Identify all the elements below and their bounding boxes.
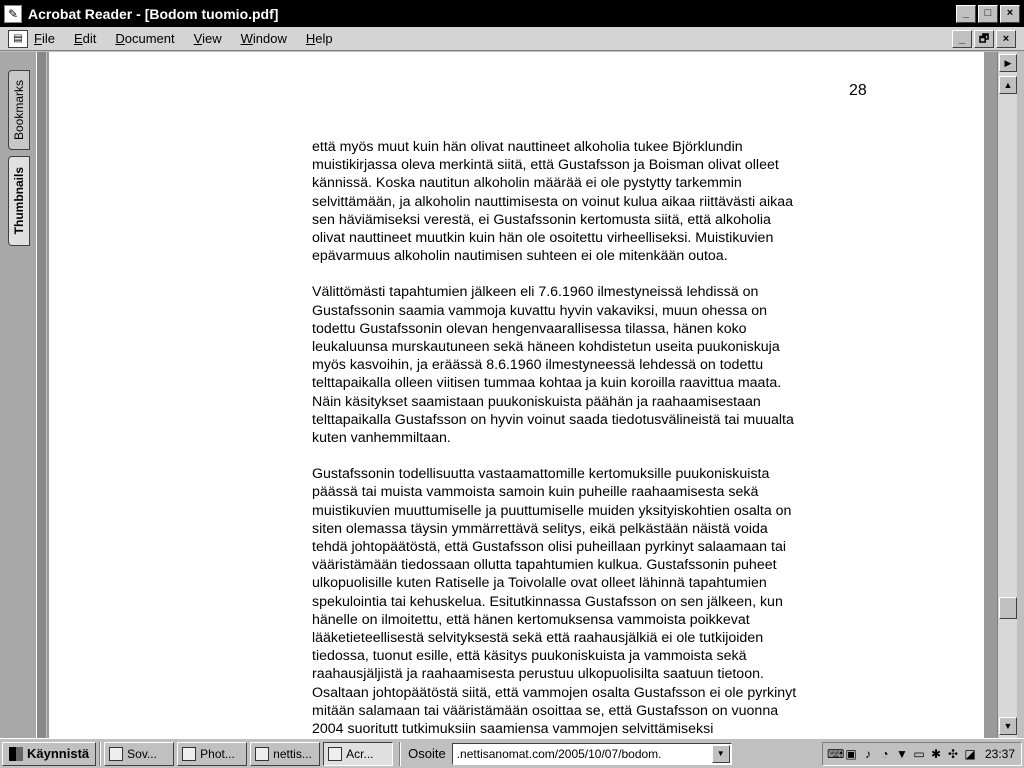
doc-restore-button[interactable]: 🗗 — [974, 30, 994, 48]
text-line: Näin käsitykset saamistaan puukoniskuista päähän ja raahaamisestaan — [312, 393, 761, 410]
taskbar-separator — [99, 742, 101, 766]
paragraph — [312, 283, 872, 447]
text-line: leukaluunsa murskautuneen sekä häneen kohdistetun useita puukoniskuja — [312, 339, 780, 356]
tab-bookmarks-label: Bookmarks — [12, 79, 26, 141]
window-border — [1017, 52, 1024, 738]
text-line: kuten vanhemmiltaan. — [312, 430, 451, 447]
text-line: Osaltaan johtopäätöstä siitä, että vammojen osalta Gustafsson ei ole pyrkinyt — [312, 684, 797, 701]
text-line: kännissä. Koska nautitun alkoholin määrää ei ole pystytty tarkemmin — [312, 175, 742, 192]
text-line: tiedossa, tuonut esille, että käsitys puukoniskuista ja vammoista sekä — [312, 648, 747, 665]
taskbar — [0, 738, 1024, 768]
close-button[interactable]: × — [1000, 5, 1020, 23]
text-line: tehdä johtopäätöstä, että Gustafsson olisi puheillaan pyrkinyt salaamaan tai — [312, 539, 786, 556]
text-line: Välittömästi tapahtumien jälkeen eli 7.6.1960 ilmestyneissä lehdissä on — [312, 284, 759, 301]
task-button-acrobat[interactable] — [323, 742, 393, 766]
text-line: sen häviämiseksi verestä, ei Gustafssonin kertomusta siitä, että alkoholia — [312, 211, 771, 228]
text-line: lääketieteellisestä selvityksestä sekä että raahausjälkiä ei ole tutkijoiden — [312, 630, 764, 647]
scroll-up-button[interactable]: ▲ — [999, 76, 1017, 94]
text-line: myös kasvoihin, ja eräässä 8.6.1960 ilmestyneessä lehdessä on todettu — [312, 357, 764, 374]
text-line: telttapaikalla Gustafsson on hyvin voinut saada tiedotusvälineistä tai muualta — [312, 411, 794, 428]
text-line: muistikirjassa oleva merkintä siitä, että Gustafsson ja Boisman olivat olleet — [312, 157, 779, 174]
text-line: Gustafssonin saamia vammoja kuvattu hyvin vakaviksi, muun ohessa on — [312, 302, 768, 319]
text-line: epävarmuus alkoholin nautimisen suhteen ei ole mitenkään outoa. — [312, 248, 728, 265]
vertical-scrollbar[interactable] — [997, 52, 1017, 738]
menu-edit[interactable]: Edit — [73, 31, 97, 46]
text-line: vääristämään tiedossaan ollutta tapahtumien kulkua. Gustafssonin puheet — [312, 557, 777, 574]
wifi-icon[interactable]: ◔ — [881, 747, 889, 761]
acrobat-icon — [328, 747, 342, 761]
acrobat-app-icon[interactable]: ✎ — [4, 5, 22, 23]
security-icon[interactable]: ▣ — [845, 747, 857, 761]
paragraph — [312, 138, 872, 265]
task-button-photoshop[interactable] — [177, 742, 247, 766]
scroll-down-button[interactable]: ▼ — [999, 717, 1017, 735]
navigation-pane — [0, 52, 46, 738]
volume-icon[interactable]: ♪ — [865, 747, 871, 761]
text-line: että myös muut kuin hän olivat nauttineet alkoholia tukee Björklundin — [312, 139, 743, 155]
text-line: selvittämään, ja alkoholin nauttimisesta on voinut kulua aikaa riittävästi aikaa — [312, 193, 794, 210]
paragraph — [312, 465, 872, 738]
text-line: päässä tai muista vammoista samoin kuin puheille raahaamisesta sekä — [312, 484, 759, 501]
text-line: ulkopuolisille kuten Ratiselle ja Toivolalle ovat olleet lähinnä tapahtumien — [312, 575, 767, 592]
browser-icon — [255, 747, 269, 761]
task-label: Phot... — [200, 746, 235, 761]
doc-minimize-button[interactable]: _ — [952, 30, 972, 48]
antivirus-icon[interactable]: ▼ — [896, 747, 908, 761]
text-line: hänelle on ilmoitettu, että hänen kertomuksensa vammoista poikkevat — [312, 611, 750, 628]
tab-bookmarks[interactable] — [8, 70, 30, 150]
address-value: .nettisanomat.com/2005/10/07/bodom. — [456, 746, 662, 761]
page-number: 28 — [849, 82, 867, 99]
menu-bar — [0, 27, 1024, 51]
text-line: mitään salamaan tai vääristämään osoittaa se, että Gustafsson on vuonna — [312, 702, 779, 719]
document-view[interactable] — [47, 52, 997, 738]
windows-logo-icon — [9, 747, 23, 761]
photoshop-icon — [182, 747, 196, 761]
address-label: Osoite — [408, 746, 446, 761]
menu-file[interactable]: File — [34, 31, 55, 46]
text-line: siten olemassa täysin ymmärrettävä selitys, eikä pelkästään näistä voida — [312, 520, 768, 537]
doc-close-button[interactable]: × — [996, 30, 1016, 48]
window-controls — [956, 5, 1020, 23]
text-line: 2004 suoritutt tutkimuksiin saamiensa vammojen selvittämiseksi — [312, 721, 714, 738]
menu-window[interactable]: Window — [240, 31, 287, 46]
text-line: Gustafssonin todellisuutta vastaamattomille kertomuksille puukoniskuista — [312, 466, 770, 483]
start-button[interactable] — [2, 742, 96, 766]
display-icon[interactable]: ▭ — [913, 747, 925, 761]
pdf-page — [49, 52, 984, 738]
task-label: Sov... — [127, 746, 157, 761]
clock: 23:37 — [984, 747, 1015, 761]
menu-document[interactable]: Document — [115, 31, 175, 46]
tray-app-icon[interactable]: ✱ — [930, 747, 942, 761]
text-line: telttapaikalla olleen viitisen tummaa kohtaa ja kuin koroilla raavittua maata. — [312, 375, 782, 392]
maximize-button[interactable]: □ — [978, 5, 998, 23]
window-title: Acrobat Reader - [Bodom tuomio.pdf] — [28, 5, 279, 22]
text-line: spekulointia tai kehuskelua. Esitutkinnassa Gustafsson on sen jälkeen, kun — [312, 593, 783, 610]
network-icon[interactable]: ⌨ — [827, 747, 845, 761]
task-button-sov[interactable] — [104, 742, 174, 766]
tab-thumbnails[interactable] — [8, 156, 30, 246]
task-label: nettis... — [273, 746, 312, 761]
document-window-controls — [952, 30, 1016, 48]
document-icon[interactable]: ▤ — [8, 30, 28, 48]
menu-help[interactable]: Help — [305, 31, 333, 46]
page-body-text — [312, 138, 872, 738]
next-page-arrow[interactable]: ▶ — [999, 54, 1017, 72]
text-line: todettu Gustafssonin olevan hengenvaarallisessa tilassa, hänen koko — [312, 320, 747, 337]
address-dropdown-icon[interactable]: ▼ — [712, 745, 730, 763]
taskbar-separator — [399, 742, 401, 766]
tray-app-icon-3[interactable]: ◪ — [964, 747, 976, 761]
menu-view[interactable]: View — [193, 31, 222, 46]
scroll-thumb[interactable] — [999, 597, 1017, 619]
start-label: Käynnistä — [27, 746, 90, 761]
minimize-button[interactable]: _ — [956, 5, 976, 23]
text-line: muistikuvien muuttumiselle ja puuttumiselle muiden yksityiskohtien osalta on — [312, 502, 792, 519]
pane-splitter[interactable] — [36, 52, 46, 738]
text-line: raahausjäljistä ja raahaamisesta perustuu ulkopuolisilta saatuun tietoon. — [312, 666, 764, 683]
address-input[interactable] — [452, 743, 732, 765]
app-icon — [109, 747, 123, 761]
tab-thumbnails-label: Thumbnails — [12, 167, 26, 235]
task-label: Acr... — [346, 746, 374, 761]
system-tray — [822, 742, 1022, 766]
task-button-nettis[interactable] — [250, 742, 320, 766]
title-bar — [0, 0, 1024, 27]
text-line: olivat nauttineet muutkin kuin hän ole osoitettu virheelliseksi. Muistikuvien — [312, 230, 774, 247]
tray-app-icon-2[interactable]: ✣ — [947, 747, 959, 761]
